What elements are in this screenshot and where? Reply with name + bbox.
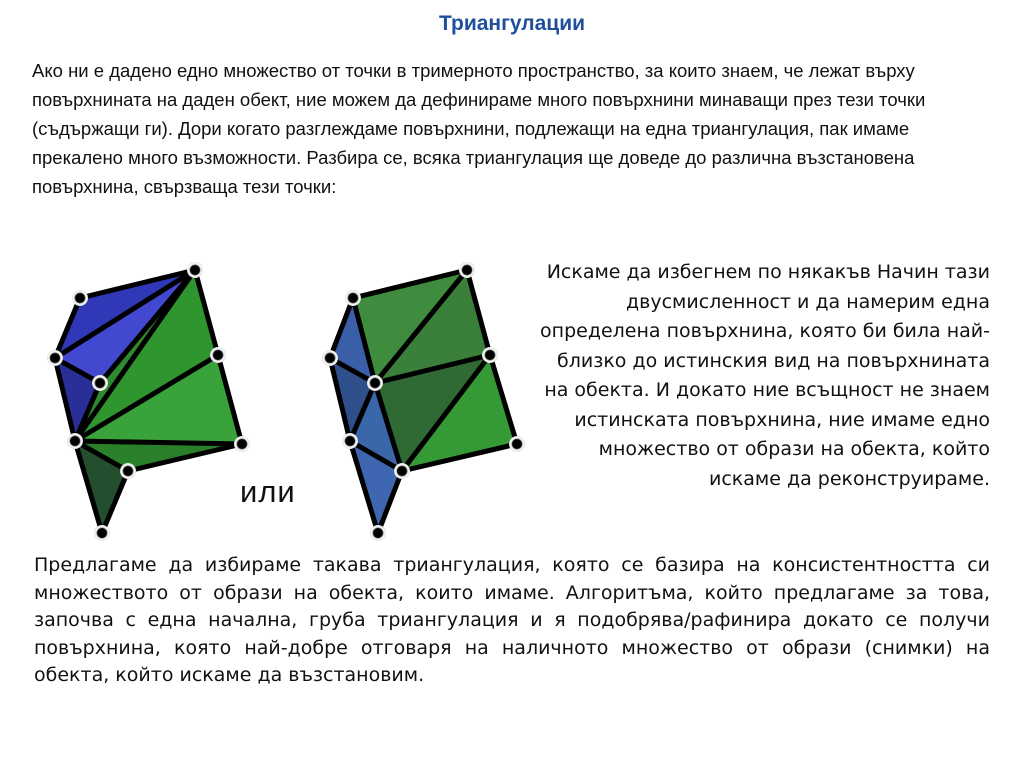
bottom-paragraph: Предлагаме да избираме такава триангулация, която се базира на консистентността си множеството от образи на обекта, които имаме. Алгоритъма, който предлагаме за това, започва с една начална, груба триангулация и я подобрява/рафинира докато се получи повърхнина, която най-добре отговаря на наличното множество от образи (снимки) на обекта, който искаме да възстановим. <box>34 554 990 686</box>
right-paragraph: Искаме да избегнем по някакъв Начин тази двусмисленност и да намерим една определена повърхнина, която би била най-близко до истинския вид на повърхнината на обекта. И докато ние всъщност не знаем истинската повърхнина, ние имаме едно множество от образи на обекта, който искаме да реконструираме. <box>540 261 990 490</box>
slide-title: Триангулации <box>438 12 586 35</box>
intro-paragraph: Ако ни е дадено едно множество от точки в тримерното пространство, за които знаем, че лежат върху повърхнината на даден обект, ние можем да дефинираме много повърхнини минаващи през тези точки (съдържащи ги). Дори когато разглеждаме повърхнини, подлежащи на една триангулация, пак имаме прекалено много възможности. Разбира се, всяка триангулация ще доведе до различна възстановена повърхнина, свързваща тези точки: <box>32 60 926 197</box>
or-label: или <box>240 474 296 509</box>
triangulation-a <box>47 262 250 541</box>
triangulation-b <box>322 262 525 541</box>
